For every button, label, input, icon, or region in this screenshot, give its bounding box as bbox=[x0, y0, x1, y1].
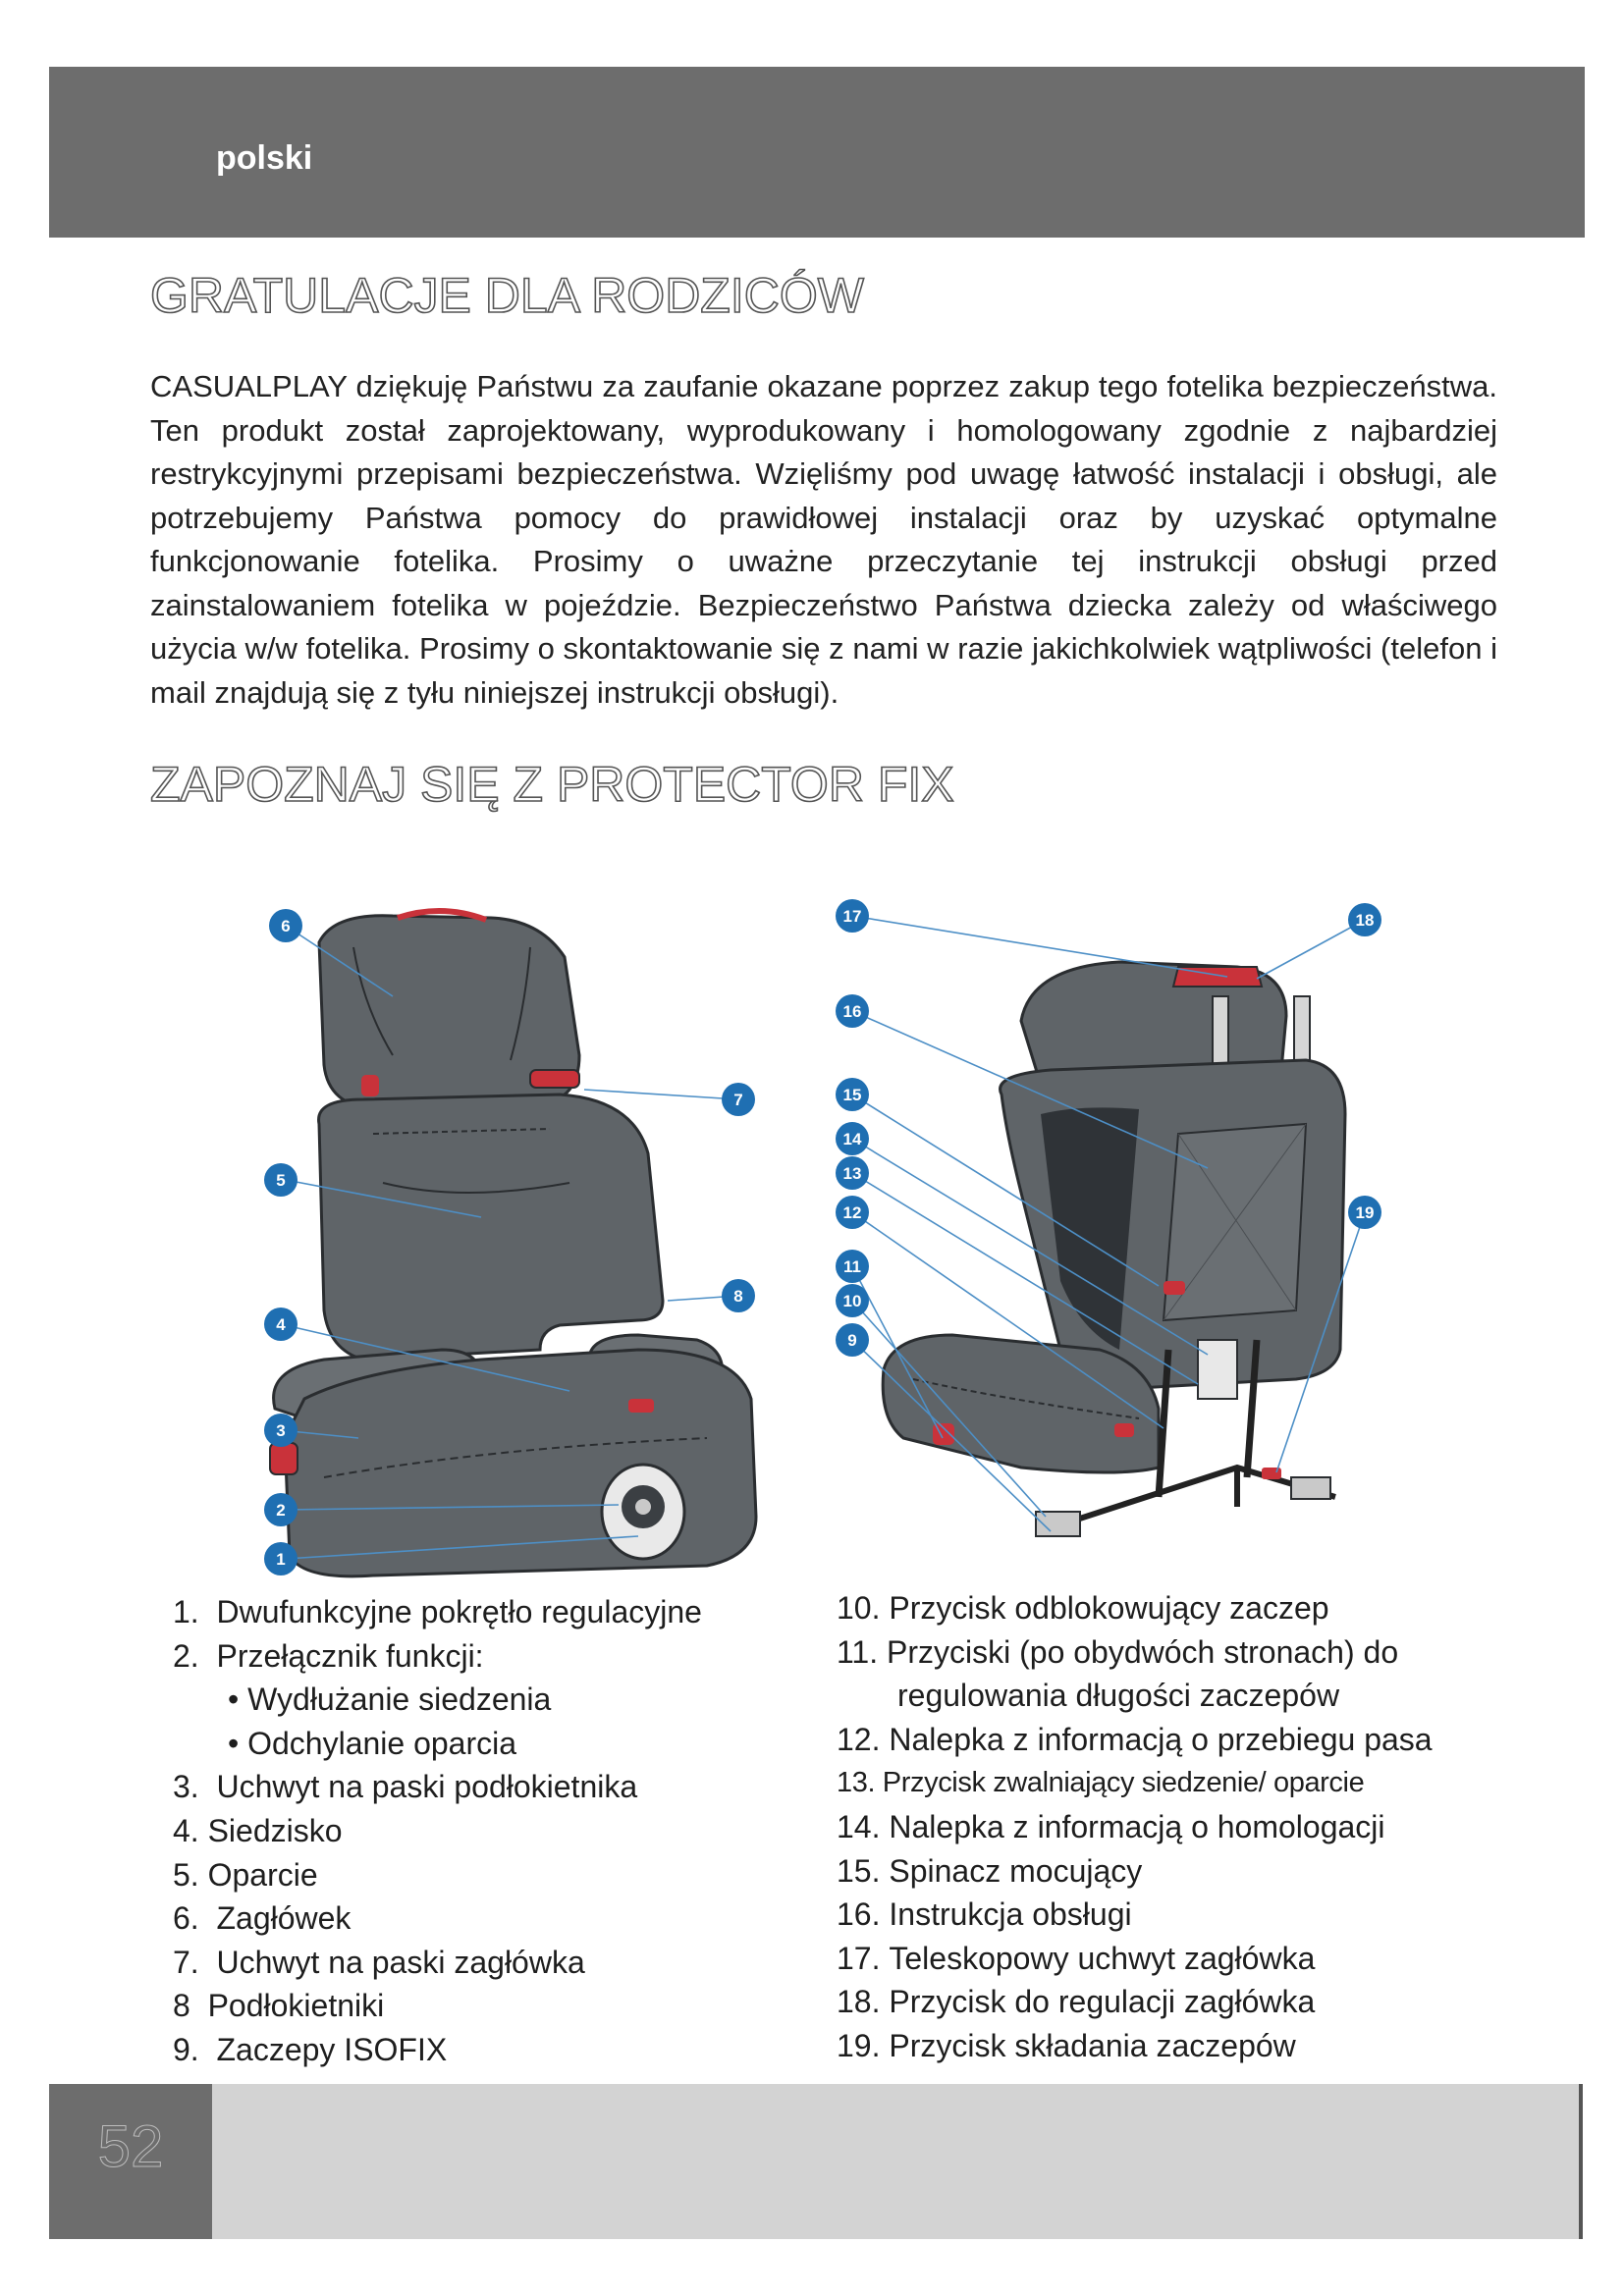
svg-text:11: 11 bbox=[843, 1257, 861, 1276]
intro-paragraph: CASUALPLAY dziękuję Państwu za zaufanie okazane poprzez zakup tego fotelika bezpieczeństwa. Ten produkt został zaprojektowany, wyprodukowany i homologowany zgodnie z najbardziej restrykcyjnymi przepisami bezpieczeństwa. Wzięliśmy pod uwagę łatwość instalacji i obsługi, ale potrzebujemy Państwa pomocy do prawidłowej instalacji oraz by uzyskać optymalne funkcjonowanie fotelika. Prosimy o uważne przeczytanie tej instrukcji obsługi przed zainstalowaniem fotelika w pojeździe. Bezpieczeństwo Państwa dziecka zależy od właściwego użycia w/w fotelika. Prosimy o skontaktowanie się z nami w razie jakichkolwiek wątpliwości (telefon i mail znajdują się z tyłu niniejszej instrukcji obsługi). bbox=[150, 369, 1497, 710]
svg-text:3: 3 bbox=[276, 1421, 286, 1440]
product-title: ZAPOZNAJ SIĘ Z PROTECTOR FIX bbox=[150, 757, 954, 812]
footer-divider bbox=[1579, 2084, 1583, 2239]
legend-item-18: 18. Przycisk do regulacji zagłówka bbox=[837, 1984, 1316, 2020]
footer-bar bbox=[49, 2084, 1581, 2239]
front-seat-diagram bbox=[245, 888, 795, 1585]
legend-item-1: 1. Dwufunkcyjne pokrętło regulacyjne bbox=[173, 1594, 702, 1629]
callout-6 bbox=[269, 909, 302, 942]
callout-10 bbox=[836, 1284, 869, 1317]
legend-left bbox=[173, 1590, 702, 2072]
legend-item-4: 4. Siedzisko bbox=[173, 1812, 343, 1848]
svg-text:10: 10 bbox=[842, 1292, 862, 1310]
svg-text:14: 14 bbox=[842, 1130, 862, 1148]
language-label: polski bbox=[216, 139, 313, 177]
callout-16 bbox=[836, 994, 869, 1028]
svg-text:6: 6 bbox=[281, 917, 291, 935]
callout-9 bbox=[836, 1323, 869, 1357]
svg-text:15: 15 bbox=[842, 1086, 862, 1104]
legend-subitem: • Wydłużanie siedzenia bbox=[228, 1682, 552, 1718]
header-bar bbox=[49, 67, 1585, 238]
legend-item-13: 13. Przycisk zwalniający siedzenie/ oparcie bbox=[837, 1767, 1365, 1799]
callout-17 bbox=[836, 899, 869, 933]
callout-13 bbox=[836, 1156, 869, 1190]
svg-text:17: 17 bbox=[842, 907, 862, 926]
legend-item-3: 3. Uchwyt na paski podłokietnika bbox=[173, 1769, 638, 1805]
svg-text:7: 7 bbox=[733, 1091, 743, 1109]
callout-11 bbox=[836, 1250, 869, 1283]
legend-right bbox=[837, 1586, 1433, 2068]
svg-text:5: 5 bbox=[276, 1171, 286, 1190]
svg-text:16: 16 bbox=[842, 1002, 862, 1021]
legend-item-8: 8 Podłokietniki bbox=[173, 1988, 385, 2024]
svg-text:2: 2 bbox=[276, 1501, 286, 1520]
callout-18 bbox=[1348, 903, 1381, 936]
legend-item-10: 10. Przycisk odblokowujący zaczep bbox=[837, 1590, 1329, 1626]
callout-7 bbox=[722, 1083, 755, 1116]
legend-item-2: 2. Przełącznik funkcji: bbox=[173, 1637, 484, 1674]
callout-14 bbox=[836, 1122, 869, 1155]
legend-item-6: 6. Zagłówek bbox=[173, 1900, 352, 1937]
legend-item-7: 7. Uchwyt na paski zagłówka bbox=[173, 1944, 585, 1980]
legend-item-19: 19. Przycisk składania zaczepów bbox=[837, 2027, 1296, 2063]
legend-subitem: • Odchylanie oparcia bbox=[228, 1725, 517, 1761]
svg-text:13: 13 bbox=[842, 1164, 862, 1183]
callout-3 bbox=[264, 1414, 298, 1447]
congrats-title: GRATULACJE DLA RODZICÓW bbox=[150, 268, 864, 323]
legend-item-14: 14. Nalepka z informacją o homologacji bbox=[837, 1808, 1385, 1844]
callout-4 bbox=[264, 1308, 298, 1341]
svg-text:8: 8 bbox=[733, 1287, 743, 1306]
legend-item-11-continued: regulowania długości zaczepów bbox=[897, 1678, 1340, 1714]
callout-5 bbox=[264, 1163, 298, 1197]
svg-text:12: 12 bbox=[842, 1203, 862, 1222]
svg-text:4: 4 bbox=[276, 1315, 286, 1334]
callout-19 bbox=[1348, 1196, 1381, 1229]
svg-text:18: 18 bbox=[1355, 911, 1375, 930]
legend-item-17: 17. Teleskopowy uchwyt zagłówka bbox=[837, 1940, 1316, 1976]
callout-2 bbox=[264, 1493, 298, 1526]
svg-text:9: 9 bbox=[847, 1331, 857, 1350]
legend-item-12: 12. Nalepka z informacją o przebiegu pasa bbox=[837, 1721, 1433, 1757]
legend-item-5: 5. Oparcie bbox=[173, 1856, 318, 1893]
back-seat-diagram bbox=[825, 888, 1394, 1585]
svg-text:1: 1 bbox=[276, 1550, 286, 1569]
legend-item-11: 11. Przyciski (po obydwóch stronach) do bbox=[837, 1633, 1399, 1670]
svg-text:19: 19 bbox=[1355, 1203, 1375, 1222]
front-seat-illustration bbox=[270, 911, 756, 1576]
callout-15 bbox=[836, 1078, 869, 1111]
callout-1 bbox=[264, 1542, 298, 1575]
page-number: 52 bbox=[97, 2113, 164, 2179]
legend-item-9: 9. Zaczepy ISOFIX bbox=[173, 2031, 448, 2067]
back-seat-illustration bbox=[883, 962, 1345, 1536]
legend-item-15: 15. Spinacz mocujący bbox=[837, 1852, 1143, 1889]
callout-8 bbox=[722, 1279, 755, 1312]
callout-12 bbox=[836, 1196, 869, 1229]
legend-item-16: 16. Instrukcja obsługi bbox=[837, 1896, 1132, 1933]
